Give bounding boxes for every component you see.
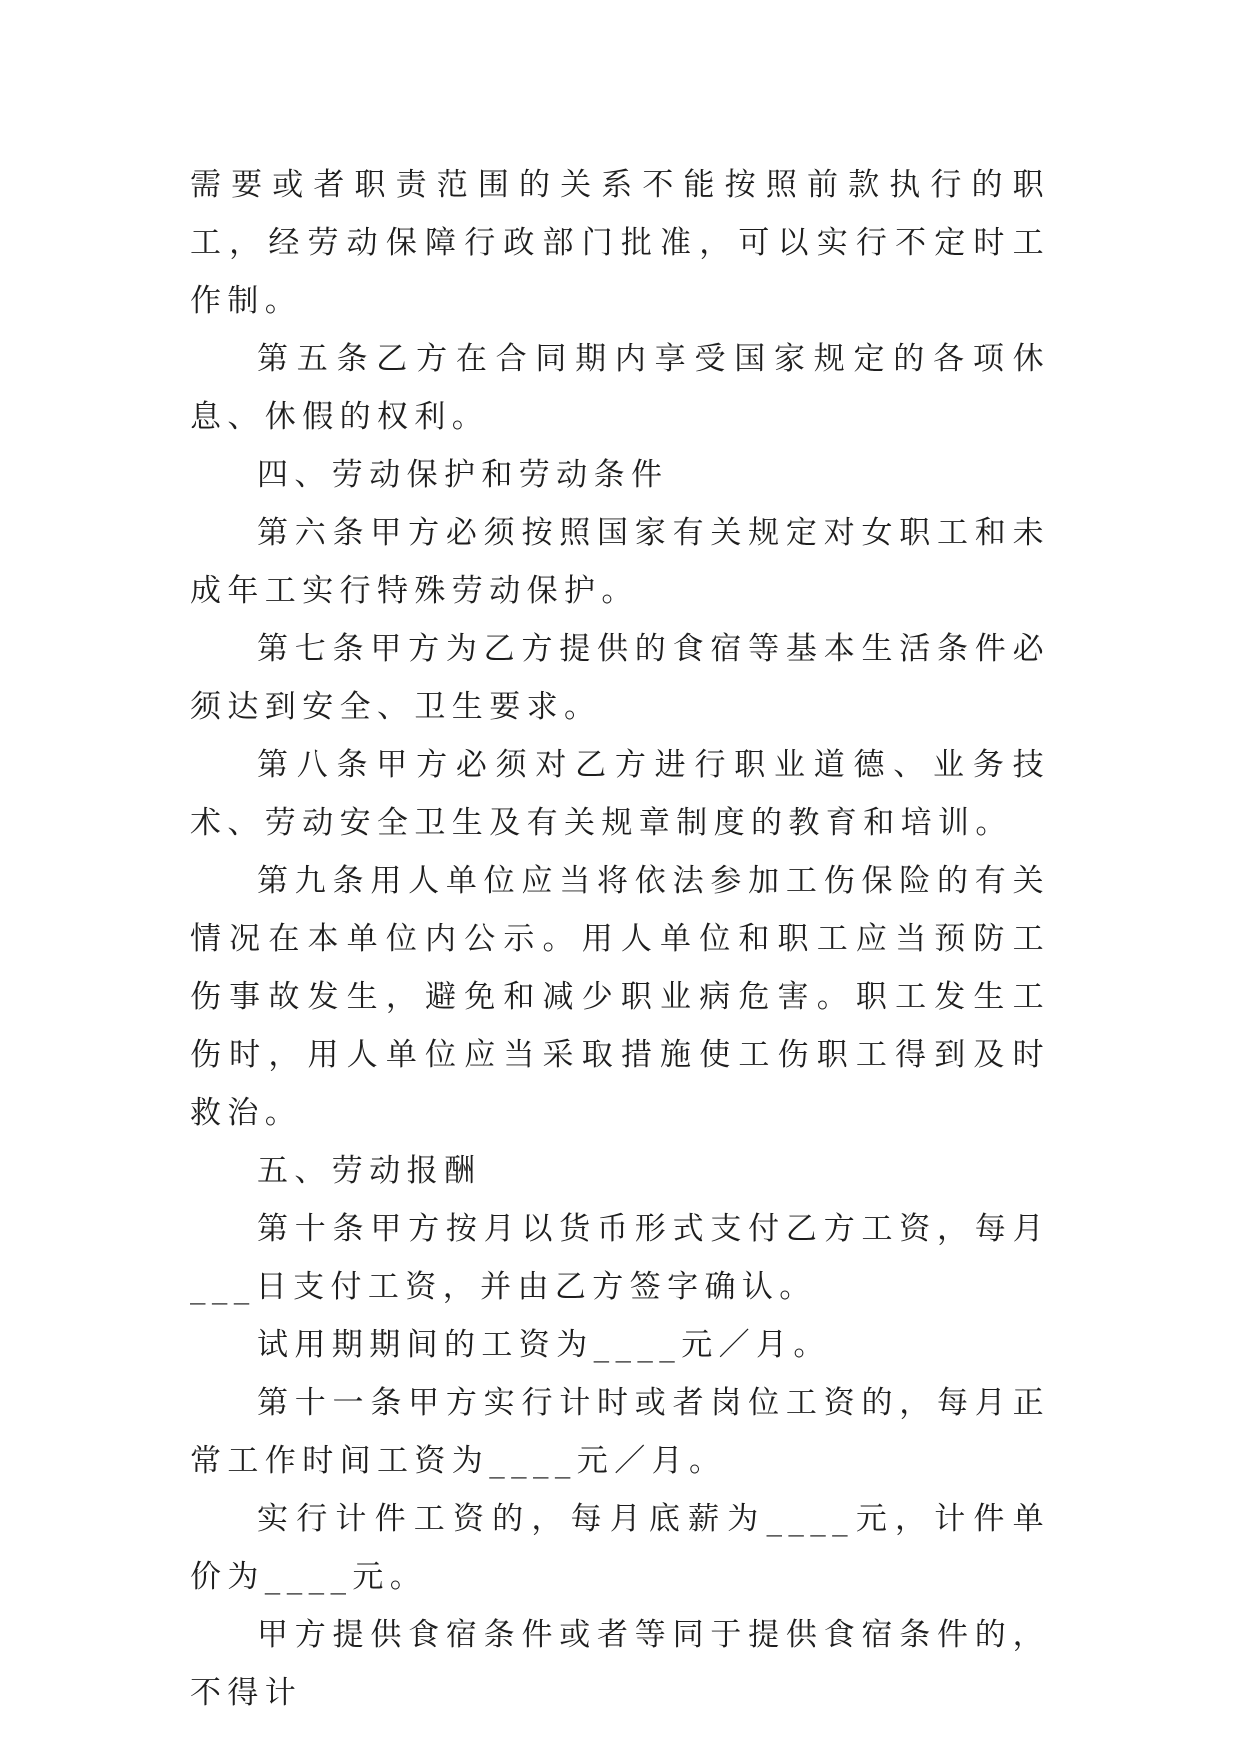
section-heading-remuneration: 五、劳动报酬 [257,1153,482,1189]
paragraph-article-10: 第十条甲方按月以货币形式支付乙方工资，每月___日支付工资，并由乙方签字确认。 [190,1211,1050,1305]
paragraph-article-7: 第七条甲方为乙方提供的食宿等基本生活条件必须达到安全、卫生要求。 [190,631,1050,725]
paragraph-probation-wage: 试用期期间的工资为____元／月。 [257,1327,831,1363]
paragraph-article-11: 第十一条甲方实行计时或者岗位工资的，每月正常工作时间工资为____元／月。 [190,1385,1050,1479]
paragraph-article-9: 第九条用人单位应当将依法参加工伤保险的有关情况在本单位内公示。用人单位和职工应当预防工伤事故发生，避免和减少职业病危害。职工发生工伤时，用人单位应当采取措施使工伤职工得到及时救治。 [190,863,1050,1131]
paragraph-piece-rate-wage: 实行计件工资的，每月底薪为____元，计件单价为____元。 [190,1501,1050,1595]
paragraph-board-lodging: 甲方提供食宿条件或者等同于提供食宿条件的，不得计 [190,1617,1050,1711]
paragraph-article-6: 第六条甲方必须按照国家有关规定对女职工和未成年工实行特殊劳动保护。 [190,515,1050,609]
document-body [190,156,1050,1722]
section-heading-labor-protection: 四、劳动保护和劳动条件 [257,457,669,493]
paragraph-article-8: 第八条甲方必须对乙方进行职业道德、业务技术、劳动安全卫生及有关规章制度的教育和培训。 [190,747,1050,841]
paragraph-article-5: 第五条乙方在合同期内享受国家规定的各项休息、休假的权利。 [190,341,1050,435]
paragraph-work-hours-continued: 需要或者职责范围的关系不能按照前款执行的职工，经劳动保障行政部门批准，可以实行不定时工作制。 [190,167,1050,319]
